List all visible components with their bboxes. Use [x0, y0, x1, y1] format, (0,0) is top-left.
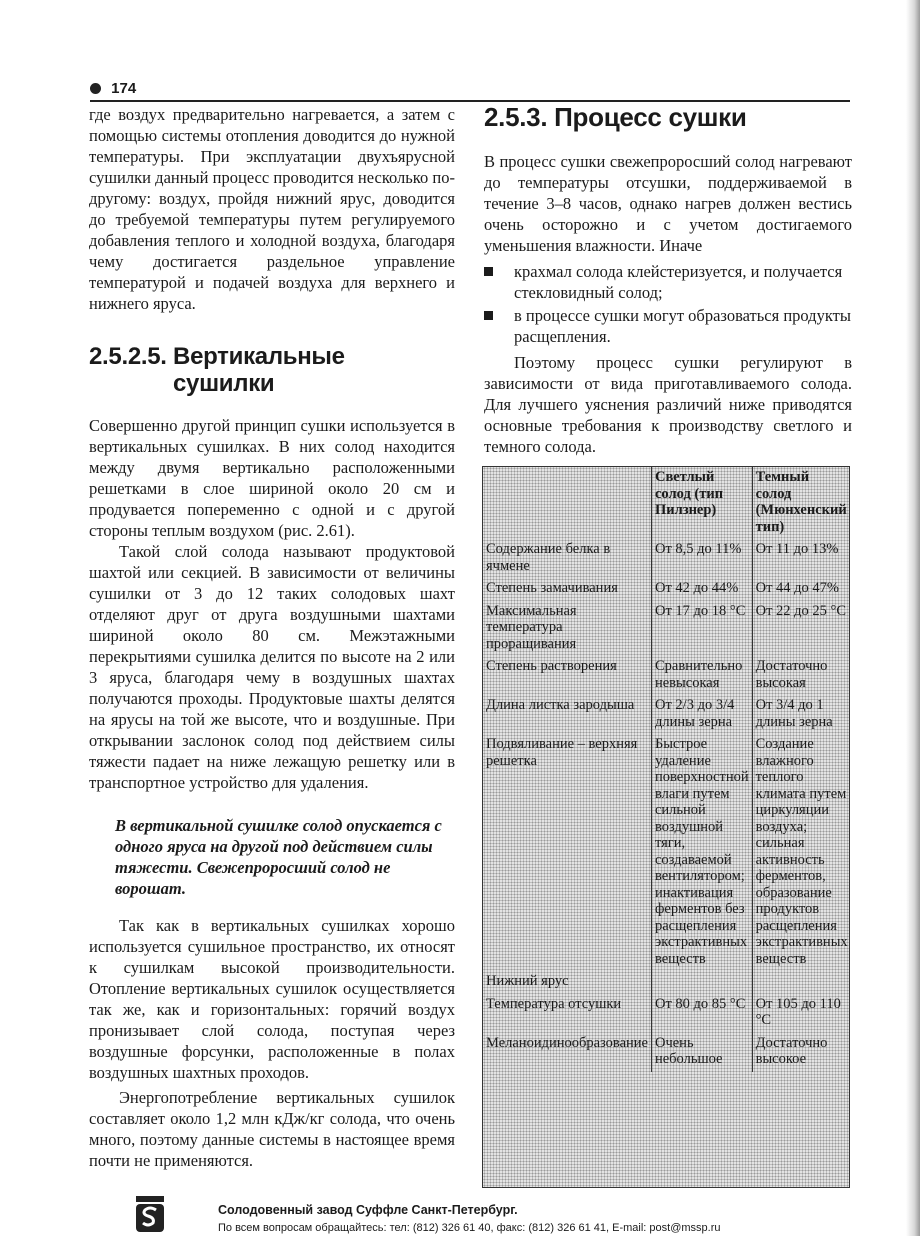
table-cell: Подвяливание – верхняя решетка	[486, 736, 638, 769]
table-cell: От 105 до 110 °С	[752, 994, 851, 1033]
table-header-cell: Светлый солод (тип Пилзнер)	[651, 467, 752, 539]
table-cell: От 22 до 25 °С	[752, 601, 851, 657]
paragraph-drying-1: В процесс сушки свежепроросший солод нагревают до температуры отсушки, поддерживаемой в течение 3–8 часов, однако нагрев должен вестись очень осторожно и с учетом достигаемого уменьшения влажности. Иначе	[484, 152, 852, 255]
table-cell: Степень замачивания	[486, 580, 618, 596]
table-cell: От 2/3 до 3/4 длины зерна	[651, 695, 752, 734]
table-cell: Очень небольшое	[651, 1033, 752, 1072]
scan-edge-shadow	[906, 0, 920, 1236]
table-row	[483, 695, 851, 734]
table-cell	[752, 971, 851, 994]
highlight-note: В вертикальной сушилке солод опускается с одного яруса на другой под действием силы тяжести. Свежепроросший солод не ворошат.	[115, 816, 442, 898]
table-cell: Создание влажного теплого климата путем циркуляции воздуха; сильная активность ферментов, образование продуктов расщепления экстрактивных веществ	[752, 734, 851, 971]
list-item: крахмал солода клейстеризуется, и получается стекловидный солод;	[484, 261, 852, 303]
malt-comparison-table	[482, 466, 850, 1188]
right-column	[484, 104, 852, 457]
requirements-list	[484, 261, 852, 347]
table-cell: От 42 до 44%	[651, 578, 752, 601]
paragraph-intro: где воздух предварительно нагревается, а затем с помощью системы отопления доводится до нужной температуры. При эксплуатации двухъярусной сушилки данный процесс проводится несколько по-другому: воздух, пройдя нижний ярус, доводится до требуемой температуры путем регулируемого добавления теплого и холодной воздуха, благодаря чему достигается раздельное управление температурой и подачей воздуха для верхнего и нижнего яруса.	[89, 105, 455, 313]
table-cell: Сравнительно невысокая	[651, 656, 752, 695]
table-row	[483, 1033, 851, 1072]
table-cell: Нижний ярус	[486, 973, 569, 989]
section-title-line2: сушилки	[173, 370, 275, 397]
table-row	[483, 994, 851, 1033]
square-bullet-icon	[484, 311, 493, 320]
table-cell: Достаточно высокое	[752, 1033, 851, 1072]
table-cell: От 11 до 13%	[752, 539, 851, 578]
page-number: 174	[111, 80, 137, 97]
table-header-row	[483, 467, 851, 539]
table-cell: Содержание белка в ячмене	[486, 541, 611, 574]
square-bullet-icon	[484, 267, 493, 276]
table-row	[483, 656, 851, 695]
paragraph-vertical-1: Совершенно другой принцип сушки используется в вертикальных сушилках. В них солод находится между двумя вертикально расположенными решетками в слое шириной около 20 см и продувается попеременно с одной и с другой стороны теплым воздухом (рис. 2.61).	[89, 416, 455, 540]
table-cell: Степень растворения	[486, 658, 617, 674]
table-row	[483, 578, 851, 601]
table-cell: Длина листка зародыша	[486, 697, 635, 713]
footer-company-line: Солодовенный завод Суффле Санкт-Петербург.	[218, 1203, 518, 1217]
table-cell: От 44 до 47%	[752, 578, 851, 601]
table-header-cell: Темный солод (Мюнхенский тип)	[752, 467, 851, 539]
paragraph-drying-2: Поэтому процесс сушки регулируют в зависимости от вида приготавливаемого солода. Для лучшего уяснения различий ниже приводятся основные требования к производству светлого и темного солода.	[484, 353, 852, 456]
table-row	[483, 601, 851, 657]
table-cell: Быстрое удаление поверхностной влаги путем сильной воздушной тяги, создаваемой вентилятором; инактивация ферментов без расщепления экстрактивных веществ	[651, 734, 752, 971]
page-header	[90, 80, 850, 102]
footer	[150, 1196, 870, 1236]
list-item: в процессе сушки могут образоваться продукты расщепления.	[484, 305, 852, 347]
footer-contact-line: По всем вопросам обращайтесь: тел: (812) 326 61 40, факс: (812) 326 61 41, E-mail: post@mssp.ru	[218, 1222, 721, 1234]
table-row	[483, 734, 851, 971]
table-cell: От 8,5 до 11%	[651, 539, 752, 578]
table-cell	[651, 971, 752, 994]
section-heading-drying-process: 2.5.3. Процесс сушки	[484, 102, 747, 132]
table-cell: От 17 до 18 °С	[651, 601, 752, 657]
table-cell: От 80 до 85 °С	[651, 994, 752, 1033]
paragraph-vertical-3: Так как в вертикальных сушилках хорошо используется сушильное пространство, их относят к сушилкам высокой производительности. Отопление вертикальных сушилок осуществляется так же, как и горизонтальных: горячий воздух пронизывает слой солода, поступая через воздушные форсунки, расположенные в полах воздушных шахтных проходов.	[89, 916, 455, 1082]
section-heading-vertical-dryers	[89, 343, 455, 397]
left-column	[89, 104, 455, 1171]
table-cell: Максимальная температура проращивания	[486, 602, 577, 652]
table-cell: Температура отсушки	[486, 995, 622, 1012]
table-row	[483, 971, 851, 994]
paragraph-vertical-2: Такой слой солода называют продуктовой шахтой или секцией. В зависимости от величины сушилки от 3 до 12 таких солодовых шахт отделяют друг от друга воздушными шахтами шириной около 80 см. Межэтажными перекрытиями сушилка делится по высоте на 2 или 3 яруса, благодаря чему в воздушных шахтах получаются проходы. Продуктовые шахты делятся на ярусы на той же высоте, что и воздушные. При открывании заслонок солод под действием силы тяжести падает на ниже лежащую решетку или в транспортное устройство для удаления.	[89, 542, 455, 792]
table-cell: Достаточно высокая	[752, 656, 851, 695]
mssp-logo-icon	[136, 1196, 164, 1232]
table-row	[483, 539, 851, 578]
paragraph-vertical-4: Энергопотребление вертикальных сушилок составляет около 1,2 млн кДж/кг солода, что очень много, поэтому данные системы в настоящее время почти не применяются.	[89, 1088, 455, 1170]
section-number: 2.5.2.5.	[89, 343, 167, 370]
table-header-cell	[483, 467, 651, 539]
page-bullet-icon	[90, 83, 101, 94]
table-cell: Меланоидинообразование	[486, 1034, 648, 1051]
table-cell: От 3/4 до 1 длины зерна	[752, 695, 851, 734]
section-title-line1: Вертикальные	[173, 343, 345, 370]
